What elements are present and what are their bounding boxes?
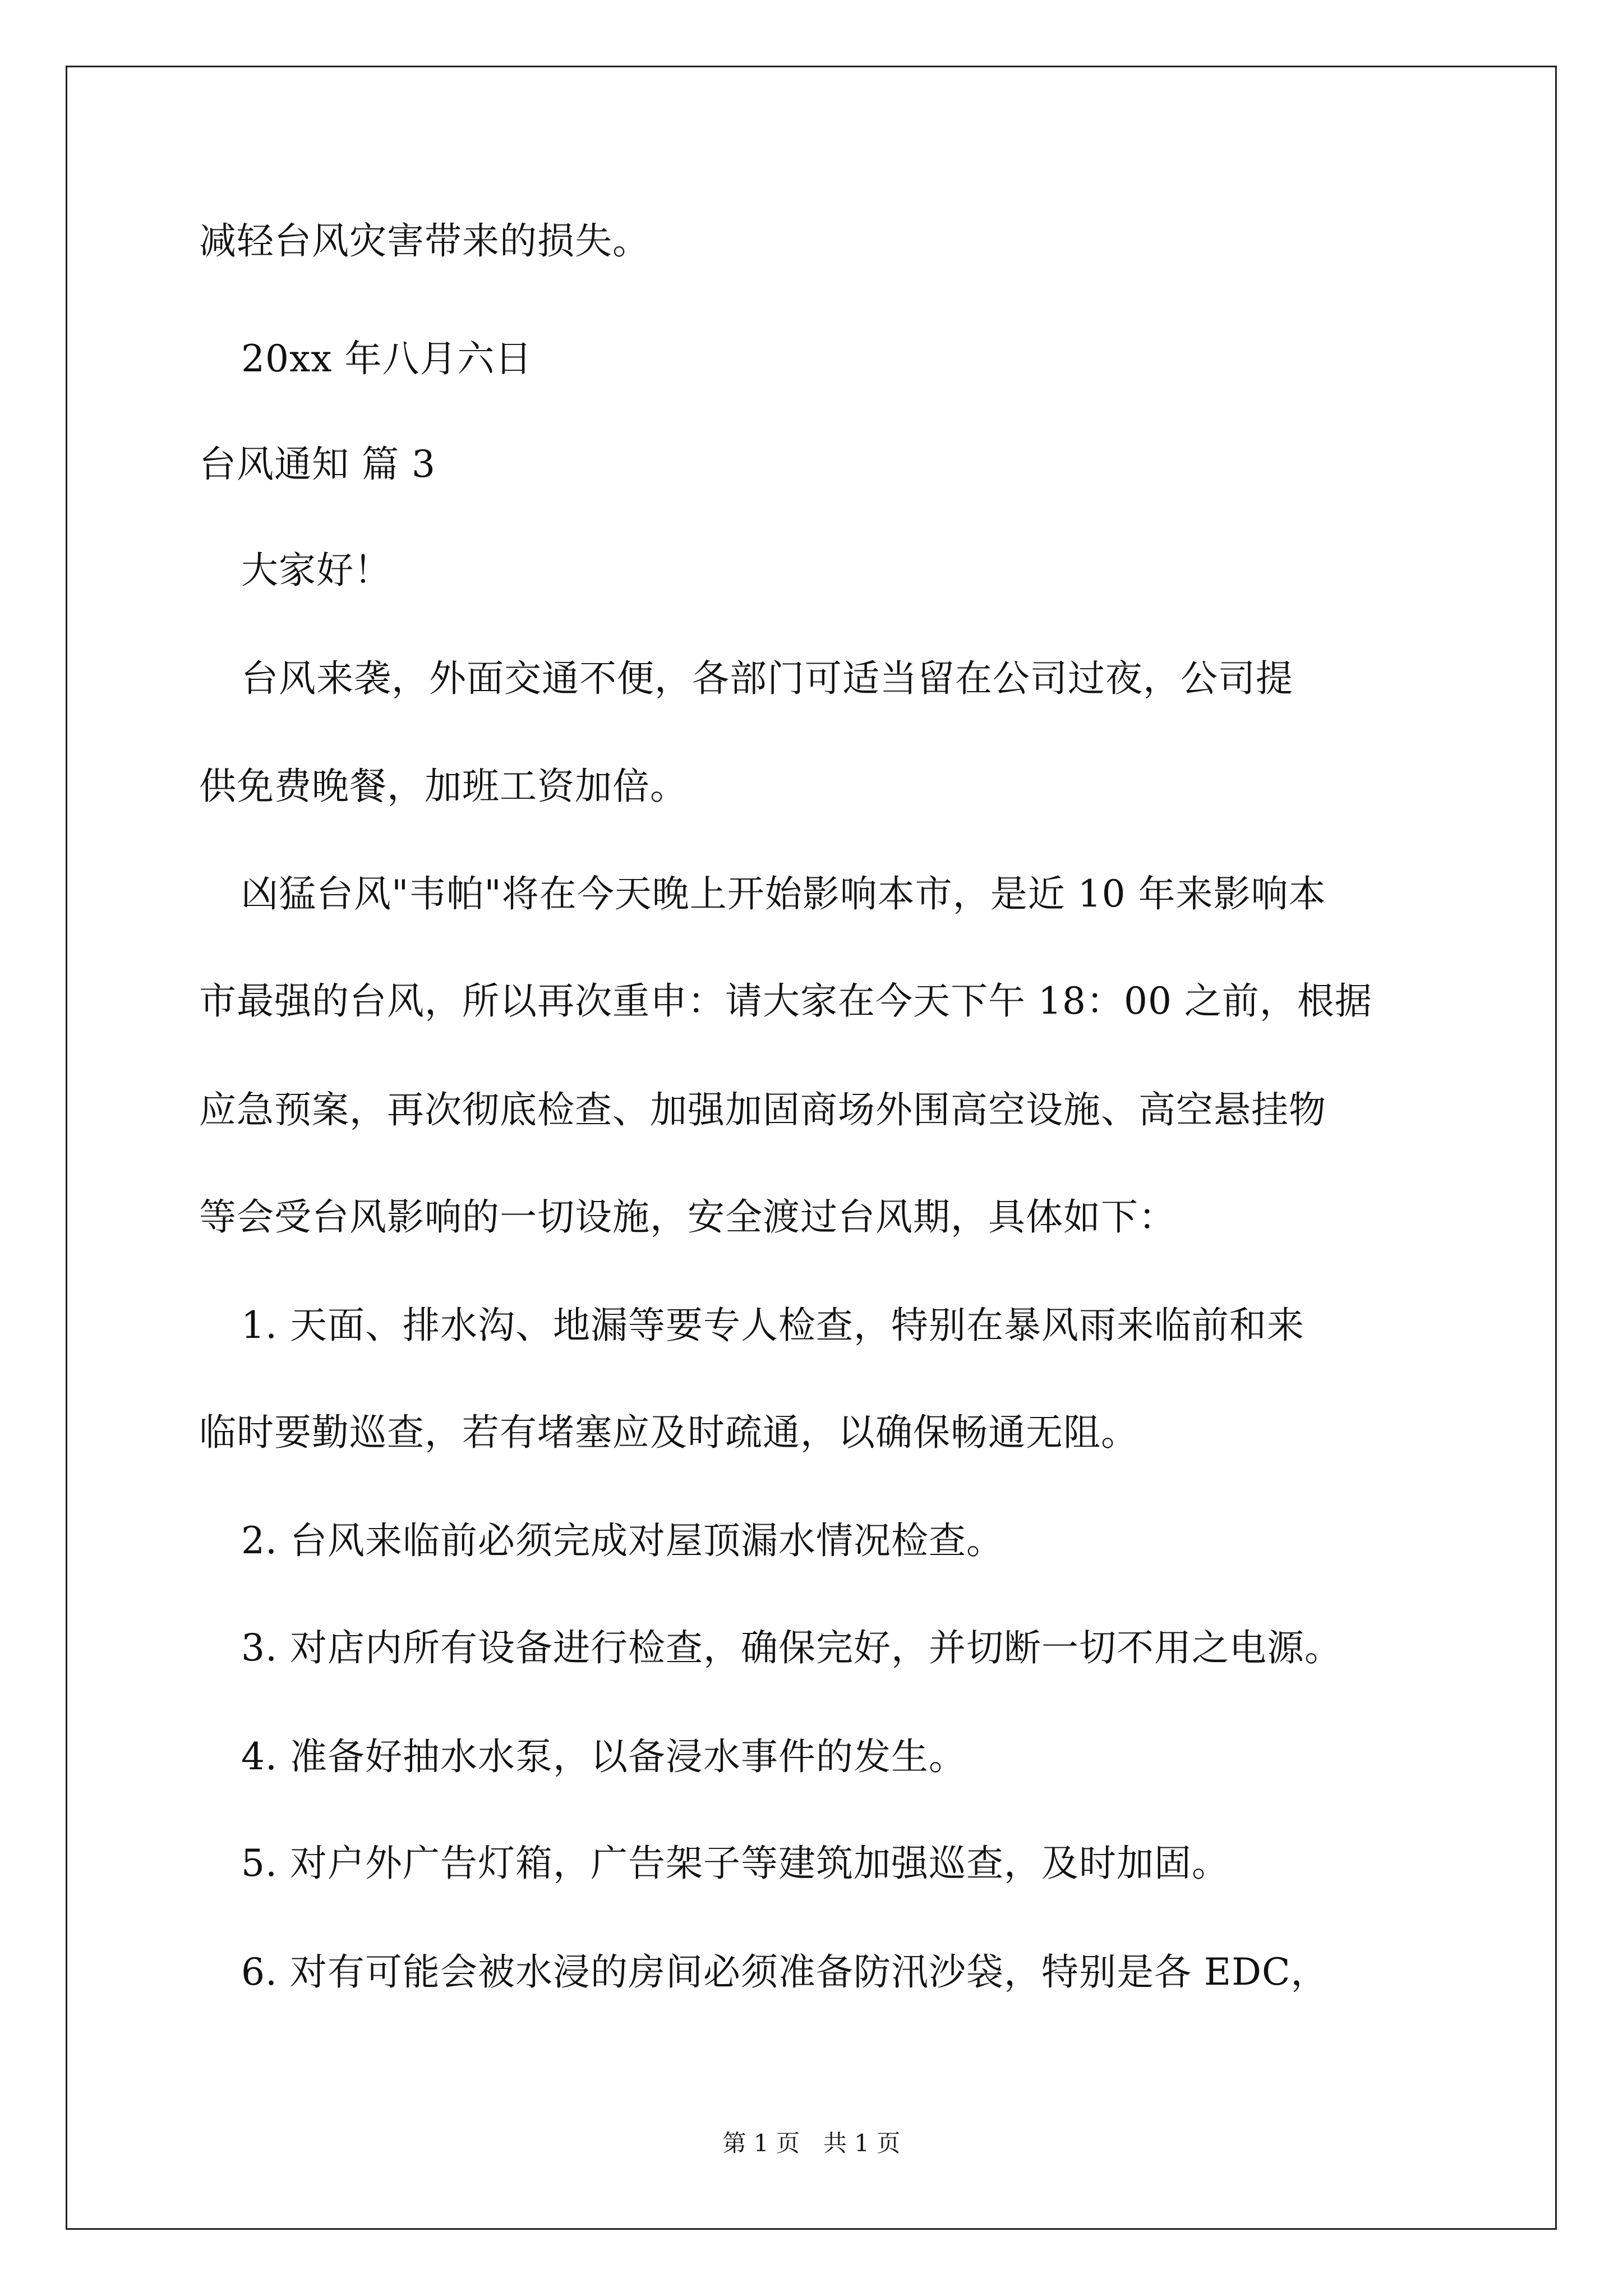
greeting-line: 大家好！ — [241, 549, 391, 592]
list-item-continuation: 临时要勤巡查，若有堵塞应及时疏通，以确保畅通无阻。 — [199, 1411, 1138, 1454]
paragraph-line: 供免费晚餐，加班工资加倍。 — [199, 765, 688, 808]
list-item: 4. 准备好抽水水泵，以备浸水事件的发生。 — [241, 1735, 966, 1778]
paragraph-line: 应急预案，再次彻底检查、加强加固商场外围高空设施、高空悬挂物 — [199, 1088, 1326, 1131]
list-item: 5. 对户外广告灯箱，广告架子等建筑加强巡查，及时加固。 — [241, 1842, 1229, 1885]
paragraph-line: 凶猛台风"韦帕"将在今天晚上开始影响本市，是近 10 年来影响本 — [241, 872, 1326, 915]
page-footer: 第 1 页 共 1 页 — [722, 2129, 901, 2157]
list-item: 2. 台风来临前必须完成对屋顶漏水情况检查。 — [241, 1519, 1004, 1562]
paragraph-line: 减轻台风灾害带来的损失。 — [199, 219, 650, 263]
list-item: 1. 天面、排水沟、地漏等要专人检查，特别在暴风雨来临前和来 — [241, 1304, 1304, 1347]
list-item: 6. 对有可能会被水浸的房间必须准备防汛沙袋，特别是各 EDC， — [241, 1950, 1329, 1994]
list-item: 3. 对店内所有设备进行检查，确保完好，并切断一切不用之电源。 — [241, 1626, 1342, 1669]
page-border — [66, 66, 1557, 2230]
date-line: 20xx 年八月六日 — [241, 337, 533, 380]
paragraph-line: 台风来袭，外面交通不便，各部门可适当留在公司过夜，公司提 — [241, 657, 1293, 700]
paragraph-line: 市最强的台风，所以再次重申：请大家在今天下午 18：00 之前，根据 — [199, 979, 1372, 1023]
paragraph-line: 等会受台风影响的一切设施，安全渡过台风期，具体如下： — [199, 1195, 1176, 1239]
section-heading: 台风通知 篇 3 — [199, 443, 436, 486]
